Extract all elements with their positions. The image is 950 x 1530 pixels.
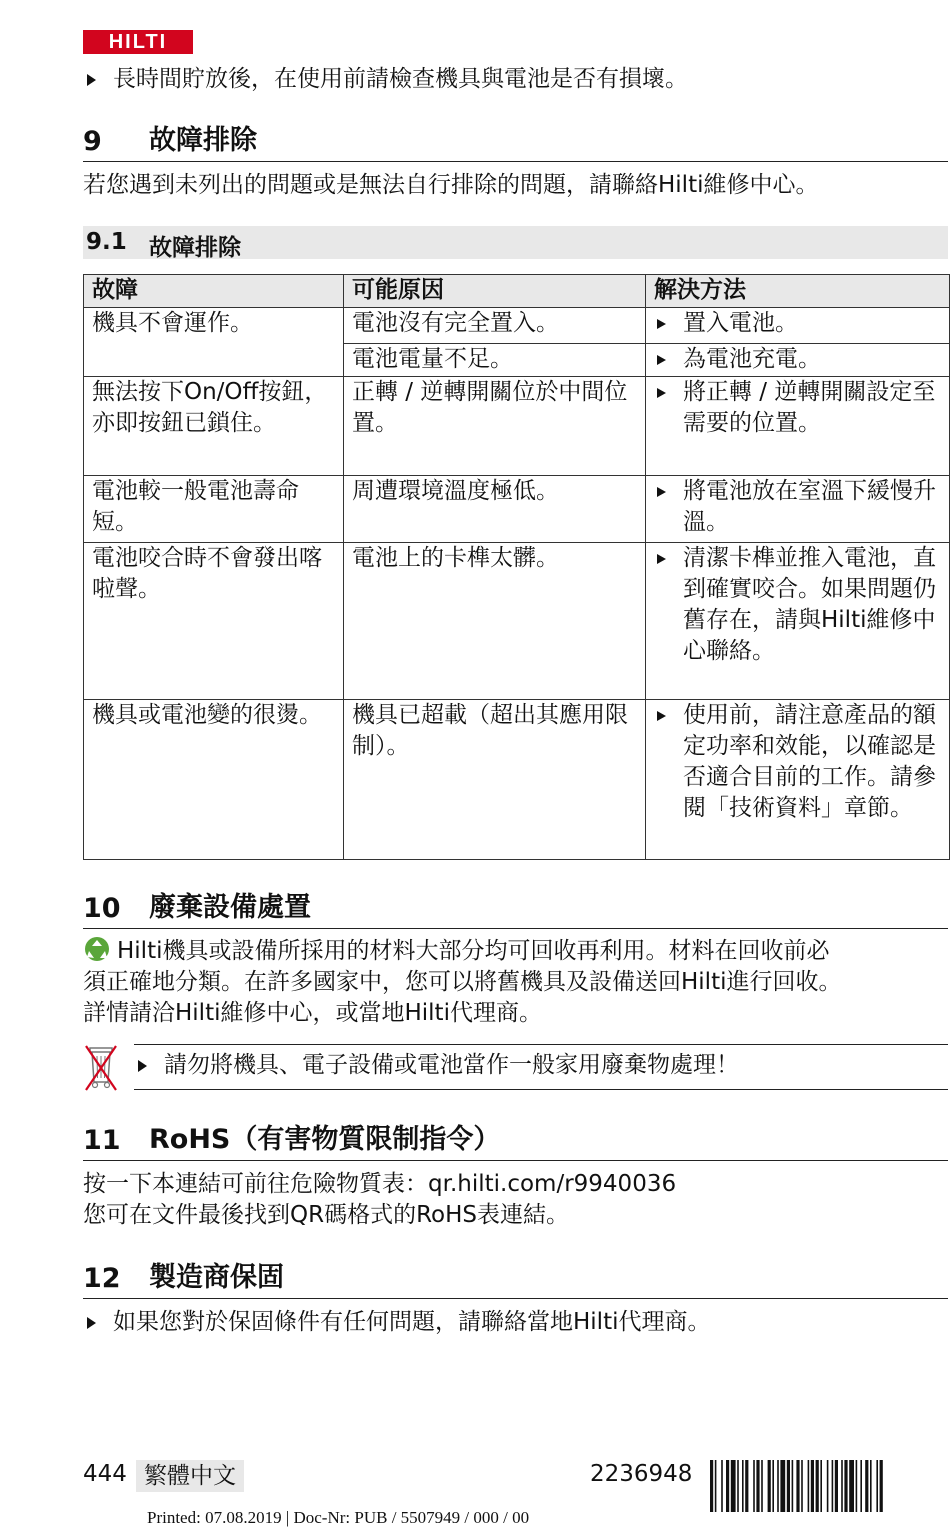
bullet-triangle-icon <box>87 74 96 86</box>
barcode-bar <box>792 1460 794 1512</box>
section-11-heading <box>83 1120 948 1161</box>
section-number: 11 <box>83 1125 121 1156</box>
section-10-heading <box>83 888 948 929</box>
fault-cell: 無法按下On/Off按鈕，亦即按鈕已鎖住。 <box>84 377 344 476</box>
recycle-icon <box>83 936 111 962</box>
bullet-triangle-icon <box>657 554 666 564</box>
barcode-bar <box>860 1460 862 1512</box>
subsection-title: 故障排除 <box>149 235 241 261</box>
section-9-paragraph: 若您遇到未列出的問題或是無法自行排除的問題，請聯絡Hilti維修中心。 <box>83 172 819 198</box>
bullet-triangle-icon <box>657 388 666 398</box>
column-header-cause: 可能原因 <box>344 275 646 308</box>
barcode-bar <box>753 1460 755 1512</box>
barcode-bar <box>761 1460 763 1512</box>
barcode-bar <box>787 1460 790 1512</box>
barcode-bar <box>801 1460 803 1512</box>
barcode-bar <box>737 1460 739 1512</box>
barcode-bar <box>827 1460 829 1512</box>
section-10-paragraph <box>83 936 948 1029</box>
barcode-bar <box>880 1460 883 1512</box>
table-row <box>84 700 950 860</box>
table-row <box>84 543 950 700</box>
barcode-bar <box>742 1460 744 1512</box>
barcode-bar <box>780 1460 785 1512</box>
cause-cell: 電池上的卡榫太髒。 <box>344 543 646 700</box>
column-header-solution: 解決方法 <box>646 275 950 308</box>
barcode-bar <box>870 1460 872 1512</box>
crossed-out-bin-icon <box>83 1040 119 1094</box>
document-number: 2236948 <box>590 1461 693 1487</box>
section-9-heading <box>83 121 948 162</box>
troubleshooting-table <box>83 274 950 860</box>
paragraph-line: Hilti機具或設備所採用的材料大部分均可回收再利用。材料在回收前必 <box>83 936 948 967</box>
solution-cell: 置入電池。 <box>646 308 950 344</box>
cause-cell: 正轉 / 逆轉開關位於中間位置。 <box>344 377 646 476</box>
subsection-number: 9.1 <box>86 229 127 255</box>
column-header-fault: 故障 <box>84 275 344 308</box>
barcode-bar <box>816 1460 819 1512</box>
barcode-bar <box>856 1460 858 1512</box>
cause-cell: 機具已超載（超出其應用限制）。 <box>344 700 646 860</box>
section-number: 10 <box>83 893 121 924</box>
solution-cell: 使用前，請注意產品的額定功率和效能，以確認是否適合目前的工作。請參閱「技術資料」章節。 <box>646 700 950 860</box>
bullet-triangle-icon <box>657 355 666 365</box>
paragraph-line: 您可在文件最後找到QR碼格式的RoHS表連結。 <box>83 1202 569 1228</box>
barcode-bar <box>844 1460 847 1512</box>
section-title: 製造商保固 <box>149 1262 284 1293</box>
barcode-bar <box>796 1460 799 1512</box>
barcode-bar <box>811 1460 814 1512</box>
barcode-bar <box>721 1460 723 1512</box>
cause-cell: 電池電量不足。 <box>344 344 646 377</box>
section-title: 故障排除 <box>149 125 257 156</box>
fault-cell: 電池咬合時不會發出喀啦聲。 <box>84 543 344 700</box>
barcode-bar <box>726 1460 729 1512</box>
barcode-bar <box>865 1460 868 1512</box>
section-9-1-heading <box>83 226 948 259</box>
bullet-triangle-icon <box>657 487 666 497</box>
print-info: Printed: 07.08.2019 | Doc-Nr: PUB / 5507949 / 000 / 00 <box>147 1508 530 1527</box>
barcode-bar <box>772 1460 774 1512</box>
barcode-bar <box>731 1460 736 1512</box>
section-11-paragraph <box>83 1169 948 1231</box>
section-title: RoHS（有害物質限制指令） <box>149 1124 501 1155</box>
solution-cell: 將正轉 / 逆轉開關設定至需要的位置。 <box>646 377 950 476</box>
barcode-bar <box>835 1460 838 1512</box>
barcode-image <box>710 1460 948 1512</box>
table-row <box>84 308 950 344</box>
barcode-bar <box>832 1460 834 1512</box>
solution-cell: 為電池充電。 <box>646 344 950 377</box>
solution-cell: 將電池放在室溫下緩慢升溫。 <box>646 476 950 543</box>
barcode-bar <box>849 1460 854 1512</box>
table-header-row <box>84 275 950 308</box>
section-number: 12 <box>83 1263 121 1294</box>
table-row <box>84 377 950 476</box>
barcode-bar <box>768 1460 771 1512</box>
barcode-bar <box>777 1460 779 1512</box>
paragraph-line: 詳情請洽Hilti維修中心，或當地Hilti代理商。 <box>83 1000 542 1026</box>
table-row <box>84 476 950 543</box>
bullet-triangle-icon <box>657 319 666 329</box>
page-number: 444 <box>83 1461 127 1487</box>
fault-cell: 機具不會運作。 <box>84 308 344 377</box>
barcode-bar <box>710 1460 713 1512</box>
barcode-bar <box>745 1460 748 1512</box>
paragraph-line: 須正確地分類。在許多國家中，您可以將舊機具及設備送回Hilti進行回收。 <box>83 969 842 995</box>
bullet-triangle-icon <box>138 1060 147 1072</box>
barcode-bar <box>715 1460 717 1512</box>
hilti-logo <box>83 30 193 54</box>
logo-text: HILTI <box>108 31 168 53</box>
cause-cell: 電池沒有完全置入。 <box>344 308 646 344</box>
section-12-heading <box>83 1258 948 1299</box>
fault-cell: 電池較一般電池壽命短。 <box>84 476 344 543</box>
solution-cell: 清潔卡榫並推入電池，直到確實咬合。如果問題仍舊存在，請與Hilti維修中心聯絡。 <box>646 543 950 700</box>
barcode-bar <box>756 1460 759 1512</box>
fault-cell: 機具或電池變的很燙。 <box>84 700 344 860</box>
barcode-bar <box>820 1460 822 1512</box>
bullet-triangle-icon <box>657 711 666 721</box>
barcode-bar <box>841 1460 843 1512</box>
section-number: 9 <box>83 126 102 157</box>
rohs-link-line[interactable]: 按一下本連結可前往危險物質表：qr.hilti.com/r9940036 <box>83 1171 677 1197</box>
barcode-bar <box>808 1460 810 1512</box>
divider <box>134 1089 948 1090</box>
cause-cell: 周遭環境溫度極低。 <box>344 476 646 543</box>
language-label: 繁體中文 <box>136 1460 244 1492</box>
barcode-bar <box>876 1460 878 1512</box>
bullet-triangle-icon <box>87 1317 96 1329</box>
divider <box>134 1044 948 1045</box>
section-title: 廢棄設備處置 <box>149 892 311 923</box>
